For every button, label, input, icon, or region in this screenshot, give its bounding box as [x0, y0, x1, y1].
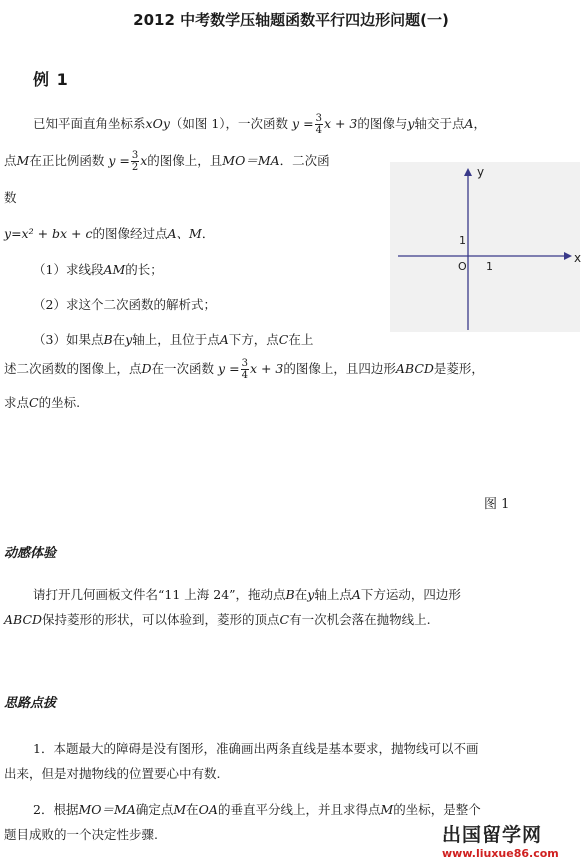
section1-line-1: 请打开几何画板文件名“11 上海 24”，拖动点B在y轴上点A下方运动，四边形	[33, 587, 461, 602]
question-1: （1）求线段AM的长；	[33, 262, 163, 277]
fraction-3-2: $\frac{3}{2}$	[131, 150, 139, 173]
section-heading-approach-tips: 思路点拔	[4, 696, 57, 711]
watermark-logo	[440, 820, 561, 860]
y-axis-arrow	[464, 168, 472, 176]
watermark-url: www.liuxue86.com	[442, 847, 559, 860]
section1-line-2: ABCD保持菱形的形状，可以体验到，菱形的顶点C有一次机会落在抛物线上.	[4, 612, 431, 627]
fraction-3-4: $\frac{3}{4}$	[315, 113, 322, 136]
question-3-line-2: 述二次函数的图像上，点D在一次函数 y = $\frac{3}{4}$ x + 3的图像上，且四边形ABCD是菱形，	[4, 358, 484, 381]
y-axis-label: y	[477, 165, 485, 179]
problem-line-4: y=x² + bx + c的图像经过点A、M．	[4, 226, 215, 241]
page-title: 2012 中考数学压轴题函数平行四边形问题(一)	[133, 11, 449, 29]
problem-line-3: 数	[4, 190, 17, 205]
y-tick-1: 1	[459, 234, 466, 247]
tip-1-line-2: 出来，但是对抛物线的位置要心中有数.	[4, 766, 221, 781]
tip-2-line-1: 2．根据MO＝MA确定点M在OA的垂直平分线上，并且求得点M的坐标，是整个	[33, 802, 481, 817]
watermark-title: 出国留学网	[440, 820, 561, 847]
question-3: （3）如果点B在y轴上，且位于点A下方，点C在上	[33, 332, 314, 347]
x-axis-arrow	[564, 252, 572, 260]
problem-line-2: 点M在正比例函数 y = $\frac{3}{2}$ x的图像上，且MO＝MA．二次函	[4, 150, 330, 173]
origin-label: O	[458, 260, 467, 273]
example-heading: 例 1	[33, 70, 69, 89]
coordinate-axes	[390, 162, 580, 332]
tip-1-line-1: 1．本题最大的障碍是没有图形，准确画出两条直线是基本要求，抛物线可以不画	[33, 741, 479, 756]
question-3-line-3: 求点C的坐标.	[4, 395, 81, 410]
x-axis-label: x	[574, 251, 582, 265]
question-2: （2）求这个二次函数的解析式；	[33, 297, 216, 312]
problem-line-1: 已知平面直角坐标系xOy（如图 1），一次函数 y = $\frac{3}{4}$ x + 3的图像与y轴交于点A，	[33, 113, 487, 136]
section-heading-dynamic-experience: 动感体验	[4, 546, 57, 561]
figure-1-coordinate-plane	[390, 162, 580, 332]
x-tick-1: 1	[486, 260, 493, 273]
figure-caption: 图 1	[484, 497, 510, 512]
fraction-3-4-b: $\frac{3}{4}$	[241, 358, 248, 381]
tip-2-line-2: 题目成败的一个决定性步骤.	[4, 827, 158, 842]
